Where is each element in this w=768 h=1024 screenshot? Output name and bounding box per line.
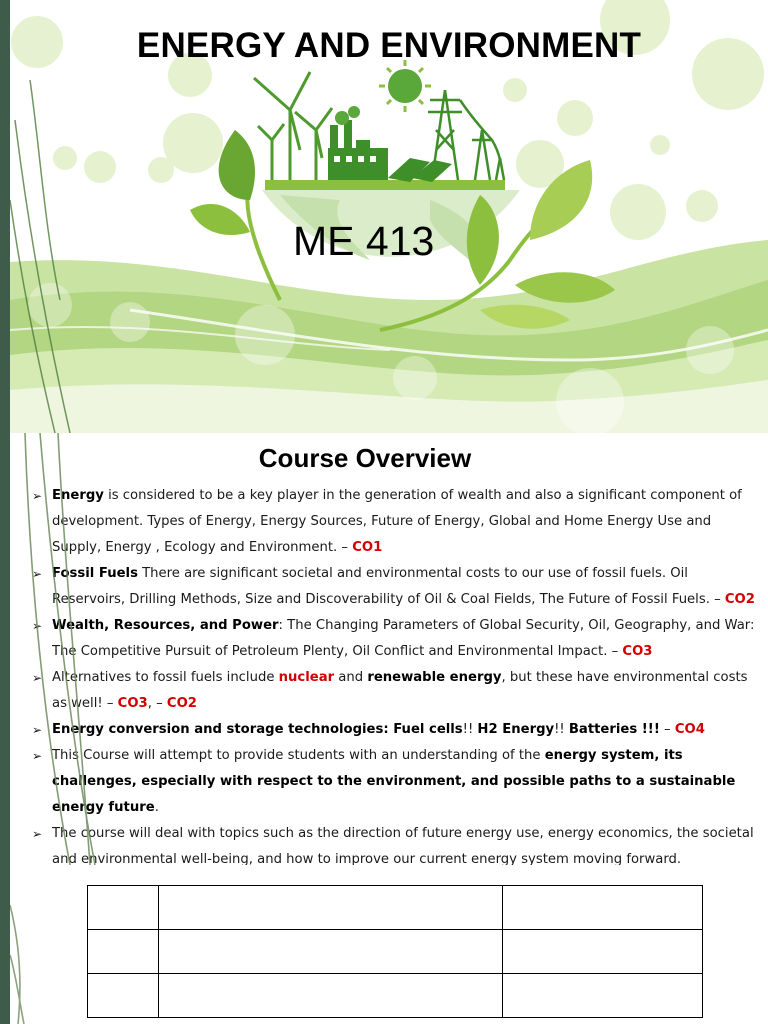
bullet-text: renewable energy xyxy=(367,670,502,685)
schedule-page xyxy=(10,865,768,1024)
left-stripe xyxy=(0,0,10,1024)
bullet-text: is considered to be a key player in the generation of wealth and also a significant component of development. Types of Energy, Energy Sources, Future of Energy, Global and Home Energy Use and Supply, Energy , Ecology and Environment. – xyxy=(52,488,742,555)
factory-icon xyxy=(328,106,388,180)
overview-bullet xyxy=(10,613,766,665)
bullet-text: There are significant societal and environmental costs to our use of fossil fuels. Oil Reservoirs, Drilling Methods, Size and Discoverability of Oil & Coal Fields, The Future of Fossil Fuels. – xyxy=(52,566,725,607)
table-cell xyxy=(88,974,159,1018)
bullet-text: , – xyxy=(147,696,167,711)
table-row xyxy=(88,930,703,974)
bullet-text: Fossil Fuels xyxy=(52,566,138,581)
table-cell xyxy=(88,930,159,974)
table-cell xyxy=(88,886,159,930)
bullet-text: Alternatives to fossil fuels include xyxy=(52,670,279,685)
bullet-text: – xyxy=(659,722,675,737)
arrow-bullet-icon: ➢ xyxy=(32,723,43,737)
overview-bullet xyxy=(10,483,766,561)
overview-bullet-list xyxy=(10,483,766,865)
table-cell xyxy=(158,974,503,1018)
course-table xyxy=(87,885,703,1018)
bullet-text: Energy xyxy=(52,488,104,503)
arrow-bullet-icon: ➢ xyxy=(32,489,43,503)
table-row xyxy=(88,974,703,1018)
table-row xyxy=(88,886,703,930)
sun-icon xyxy=(379,60,431,112)
table-cell xyxy=(503,930,703,974)
bullet-text: !! xyxy=(462,722,478,737)
title-banner xyxy=(10,0,768,433)
table-cell xyxy=(158,886,503,930)
bullet-text: !! xyxy=(554,722,569,737)
arrow-bullet-icon: ➢ xyxy=(32,827,43,841)
overview-bullet xyxy=(10,665,766,717)
bullet-text: . xyxy=(154,800,159,815)
course-outcome-tag: CO2 xyxy=(166,696,197,711)
banner-title: ENERGY AND ENVIRONMENT xyxy=(136,26,642,65)
bullet-text: Energy conversion and storage technologies: Fuel cells xyxy=(52,722,463,737)
bullet-text: Wealth, Resources, and Power xyxy=(52,618,279,633)
bullet-text: energy system, its challenges, especially with respect to the environment, and possible paths to a sustainable energy future xyxy=(52,748,736,815)
course-outcome-tag: CO3 xyxy=(117,696,148,711)
bullet-text: and xyxy=(334,670,368,685)
bullet-text: : The Changing Parameters of Global Security, Oil, Geography, and War: The Competitive Pursuit of Petroleum Plenty, Oil Conflict and Environmental Impact. – xyxy=(52,618,755,659)
course-outcome-tag: CO2 xyxy=(724,592,755,607)
solar-panel-icon xyxy=(388,158,452,182)
course-overview-section xyxy=(10,433,768,865)
overview-bullet xyxy=(10,743,766,821)
course-outcome-tag: CO1 xyxy=(352,540,383,555)
arrow-bullet-icon: ➢ xyxy=(32,619,43,633)
table-cell xyxy=(158,930,503,974)
bullet-text: The course will deal with topics such as the direction of future energy use, energy economics, the societal and environmental well-being, and how to improve our current energy system moving forward. xyxy=(52,826,754,865)
course-outcome-tag: CO3 xyxy=(622,644,653,659)
bullet-text: Batteries !!! xyxy=(568,722,660,737)
overview-title: Course Overview xyxy=(258,443,472,473)
arrow-bullet-icon: ➢ xyxy=(32,567,43,581)
course-code: ME 413 xyxy=(293,218,435,264)
arrow-bullet-icon: ➢ xyxy=(32,671,43,685)
arrow-bullet-icon: ➢ xyxy=(32,749,43,763)
course-outcome-tag: CO4 xyxy=(674,722,705,737)
bullet-text: H2 Energy xyxy=(477,722,555,737)
wind-turbine-icon xyxy=(254,72,332,180)
bullet-text: , but these have environmental costs as well! – xyxy=(52,670,748,711)
bullet-text: This Course will attempt to provide students with an understanding of the xyxy=(52,748,545,763)
overview-bullet xyxy=(10,717,766,743)
table-cell xyxy=(503,886,703,930)
course-outcome-tag: nuclear xyxy=(278,670,335,685)
overview-bullet xyxy=(10,821,766,865)
overview-bullet xyxy=(10,561,766,613)
table-cell xyxy=(503,974,703,1018)
